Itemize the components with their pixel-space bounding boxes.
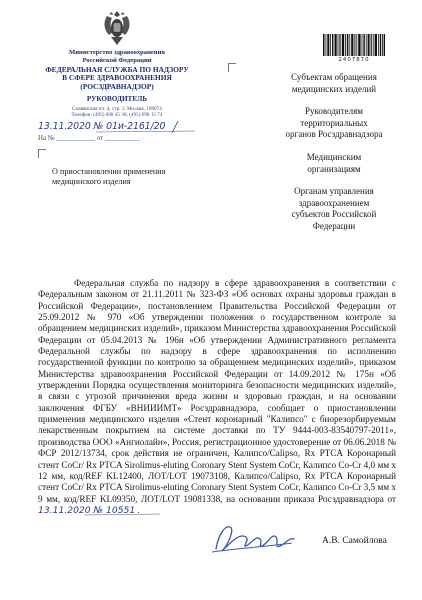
signer-name: А.В. Самойлова [322, 536, 387, 546]
order-prefix: от [387, 493, 396, 504]
barcode [323, 34, 385, 56]
handwritten-signature [202, 519, 302, 559]
recipient-item: Органам управления здравоохранением субъектов Российской Федерации [291, 186, 377, 231]
field-corner-mark [228, 63, 236, 72]
order-reference: 13.11.2020 № 10551 [38, 504, 136, 516]
recipient-item: Руководителям территориальных органов Росздравнадзора [285, 106, 383, 140]
field-corner-mark [38, 149, 46, 158]
agency-address: Славянская пл. 4, стр. 1, Москва, 109074 Телефон: (495) 698 45 38; (495) 698 15 74 [71, 106, 163, 119]
letter-subject: О приостановлении применения медицинского изделия [52, 167, 166, 187]
letter-body [38, 278, 396, 516]
body-main-text: Федеральная служба по надзору в сфере здравоохранения в соответствии с Федеральным законом от 21.11.2011 № 323-ФЗ «Об основах охраны здоровья граждан в Российской Федерации», постановлением Правительства Российской Федерации от 25.09.2012 № 970 «Об утверждении положения о государственном контроле за обращением медицинских изделий», приказом Министерства здравоохранения Российской Федерации от 05.04.2013 № 196н «Об утверждении Административного регламента Федеральной службы по надзору в сфере здравоохранения по исполнению государственной функции по контролю за обращением медицинских изделий», приказом Министерства здравоохранения Российской Федерации от 14.09.2012 № 175н «Об утверждении Порядка осуществления мониторинга безопасности медицинских изделий», в связи с угрозой причинения вреда жизни и здоровью граждан, и на основании заключения ФГБУ «ВНИИИМТ» Росздравнадзора, сообщает о приостановлении применения медицинского изделия «Стент коронарный "Калипсо" с биорезорбируемым лекарственным покрытием на системе доставки по ТУ 9444-003-83540797-2011», производства ООО «Ангиолайн», Россия, регистрационное удостоверение от 06.06.2018 № ФСР 2012/13734, срок действия не ограничен, Калипсо/Calipso, Rx PTCA Коронарный стент CoCr/ Rx PTCA Sirolimus-eluting Coronary Stent System CoCr, Калипсо Co-Cr 4,0 мм х 12 мм, код/REF KL12400, ЛОТ/LOT 19073108, Калипсо/Calipso, Rx PTCA Коронарный стент CoCr/ Rx PTCA Sirolimus-eluting Coronary Stent System CoCr, Калипсо Co-Cr 3,5 мм х 9 мм, код/REF KL09350, ЛОТ/LOT 19081338, на основании приказа Росздравнадзора [38, 278, 396, 504]
outgoing-reference: 13.11.2020 № 01и-2161/20 [38, 121, 166, 132]
barcode-number: 2407870 [338, 57, 370, 63]
coat-of-arms-icon [99, 8, 135, 48]
order-suffix: . [135, 504, 140, 515]
ministry-name: Министерство здравоохранения Российской Федерации [69, 49, 165, 64]
reply-to-line: На № ___________ от __________ [38, 134, 140, 142]
recipients-block [268, 72, 400, 244]
recipient-item: Субъектам обращения медицинских изделий [291, 72, 377, 94]
recipient-item: Медицинским организациям [306, 151, 362, 174]
agency-name: ФЕДЕРАЛЬНАЯ СЛУЖБА ПО НАДЗОРУ В СФЕРЕ ЗДРАВООХРАНЕНИЯ (РОСЗДРАВНАДЗОР) [45, 65, 189, 91]
head-label: РУКОВОДИТЕЛЬ [86, 95, 148, 103]
